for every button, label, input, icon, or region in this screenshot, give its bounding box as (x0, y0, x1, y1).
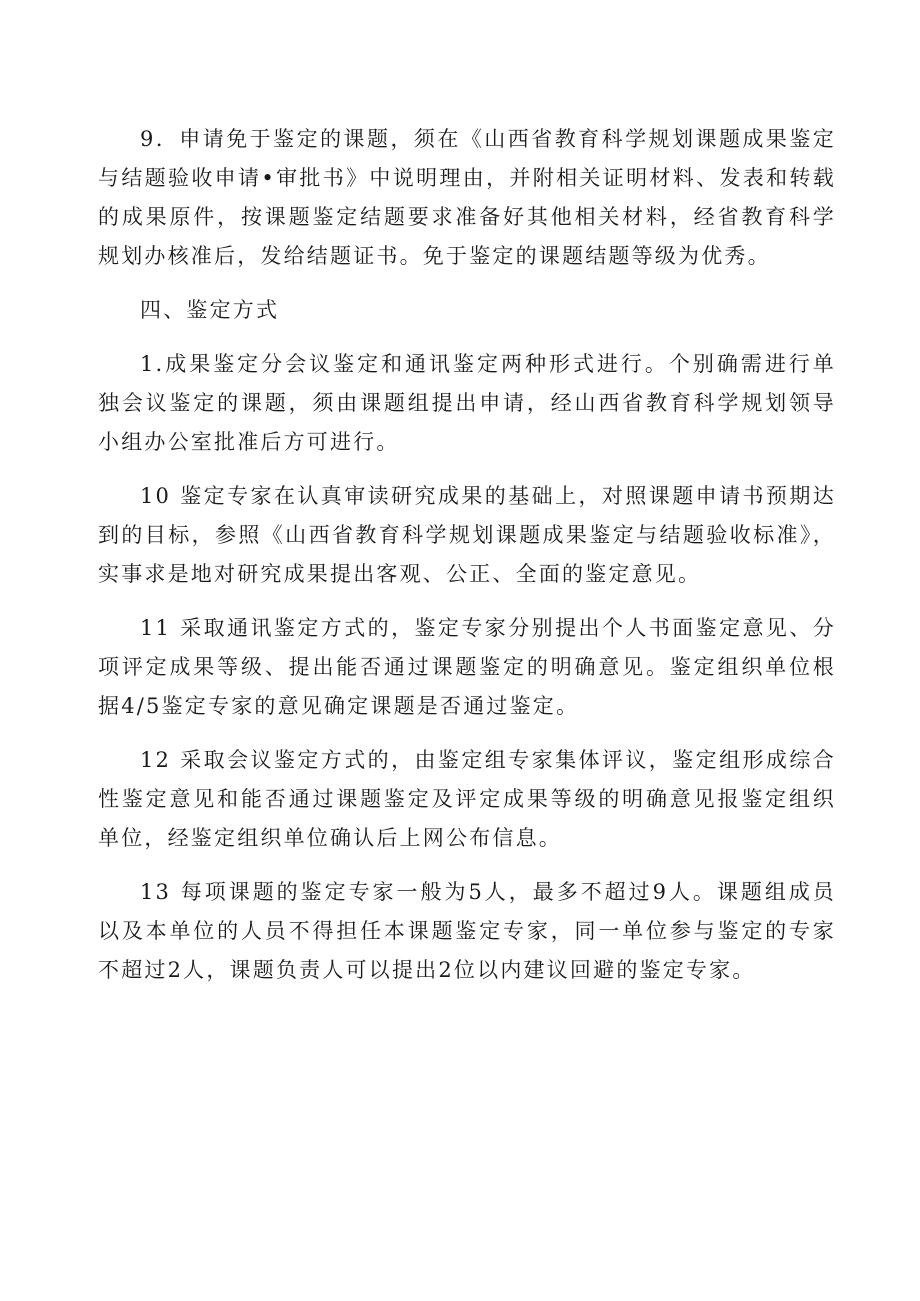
section-heading-identification-method: 四、鉴定方式 (140, 298, 280, 322)
paragraph-item-10: 10 鉴定专家在认真审读研究成果的基础上，对照课题申请书预期达到的目标，参照《山西省教育科学规划课题成果鉴定与结题验收标准》，实事求是地对研究成果提出客观、公正、全面的鉴定意见。 (98, 484, 836, 586)
paragraph-item-9: 9．申请免于鉴定的课题，须在《山西省教育科学规划课题成果鉴定与结题验收申请•审批书》中说明理由，并附相关证明材料、发表和转载的成果原件，按课题鉴定结题要求准备好其他相关材料，经省教育科学规划办核准后，发给结题证书。免于鉴定的课题结题等级为优秀。 (98, 127, 836, 268)
paragraph-item-1: 1.成果鉴定分会议鉴定和通讯鉴定两种形式进行。个别确需进行单独会议鉴定的课题，须由课题组提出申请，经山西省教育科学规划领导小组办公室批准后方可进行。 (98, 352, 836, 454)
paragraph-item-11: 11 采取通讯鉴定方式的，鉴定专家分别提出个人书面鉴定意见、分项评定成果等级、提出能否通过课题鉴定的明确意见。鉴定组织单位根据4/5鉴定专家的意见确定课题是否通过鉴定。 (98, 616, 836, 718)
document-body (98, 120, 836, 990)
paragraph-item-13: 13 每项课题的鉴定专家一般为5人，最多不超过9人。课题组成员以及本单位的人员不得担任本课题鉴定专家，同一单位参与鉴定的专家不超过2人，课题负责人可以提出2位以内建议回避的鉴定专家。 (98, 880, 836, 982)
paragraph-item-12: 12 采取会议鉴定方式的，由鉴定组专家集体评议，鉴定组形成综合性鉴定意见和能否通过课题鉴定及评定成果等级的明确意见报鉴定组织单位，经鉴定组织单位确认后上网公布信息。 (98, 748, 836, 850)
